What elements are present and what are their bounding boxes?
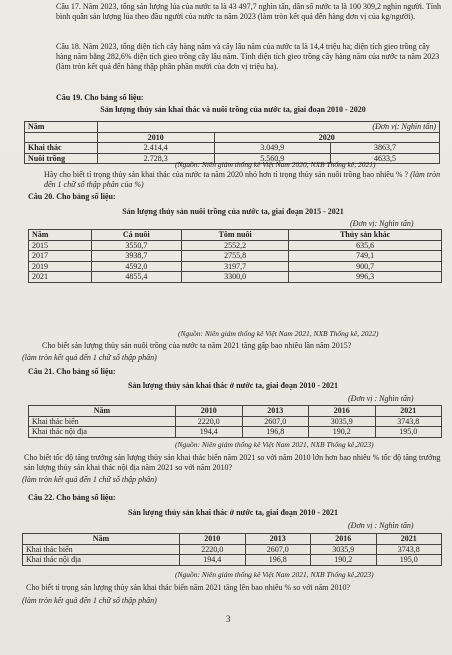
question-22-text: Cho biết tỉ trọng sản lượng thủy sản khai thác biển năm 2021 tăng lên bao nhiêu % so với năm 2010?	[26, 583, 351, 592]
table-21-header: 2013	[242, 406, 309, 417]
question-17: Câu 17. Năm 2023, tổng sản lượng lúa của nước ta là 43 497,7 nghìn tấn, dân số nước ta là 100 309,2 nghìn người. Tính bình quân sản lượng lúa theo đầu người của nước ta năm 2023 (làm tròn kết quả đến hàng đơn vị của kg/người).	[56, 2, 441, 21]
table-22-source: (Nguồn: Niên giám thống kê Việt Nam 2021, NXB Thống kê,2023)	[175, 570, 374, 579]
table-row	[29, 427, 442, 438]
table-20-cell: 635,6	[289, 240, 442, 251]
table-row	[29, 416, 442, 427]
table-22-title: Sản lượng thủy sản khai thác ở nước ta, giai đoạn 2010 - 2021	[127, 508, 339, 517]
table-20-cell: 4592,0	[91, 261, 181, 272]
table-20-cell: 2019	[29, 261, 92, 272]
table-21-header: 2016	[309, 406, 376, 417]
table-20-cell: 2755,8	[182, 251, 289, 262]
table-20-unit: (Đơn vị: Nghìn tấn)	[350, 219, 414, 228]
table-20-header: Tôm nuôi	[182, 230, 289, 241]
table-21-cell: 3743,8	[375, 416, 442, 427]
table-20-source: (Nguồn: Niên giám thống kê Việt Nam 2021, NXB Thống kê, 2022)	[178, 329, 379, 338]
table-22-header: 2016	[311, 534, 377, 545]
table-21-header: 2021	[375, 406, 442, 417]
table-21-cell: Khai thác biển	[29, 416, 176, 427]
table-19-title: Sản lượng thủy sản khai thác và nuôi trồng của nước ta, giai đoạn 2010 - 2020	[100, 105, 366, 114]
table-20	[28, 229, 442, 283]
table-19-row-label: Nuôi trồng	[25, 153, 98, 164]
question-19-note: (làm tròn đến 1 chữ số thập phân của %)	[44, 170, 441, 189]
table-19-unit: (Đơn vị: Nghìn tấn)	[98, 122, 440, 133]
table-19-cell	[25, 132, 98, 143]
table-20-cell: 2015	[29, 240, 92, 251]
table-20-cell: 749,1	[289, 251, 442, 262]
table-22-header: Năm	[23, 534, 180, 545]
table-20-cell: 2552,2	[182, 240, 289, 251]
table-20-header: Năm	[29, 230, 92, 241]
table-22-header: 2010	[180, 534, 246, 545]
table-21-source: (Nguồn: Niên giám thống kê Việt Nam 2021, NXB Thống kê,2023)	[175, 440, 374, 449]
table-22-header: 2013	[245, 534, 311, 545]
table-19-cell: 3863,7	[331, 143, 440, 154]
question-22-note: (làm tròn kết quả đến 1 chữ số thập phân)	[22, 596, 157, 605]
table-19-cell: 2.414,4	[98, 143, 215, 154]
question-19-body: Hãy cho biết tỉ trọng thủy sản khai thác của nước ta năm 2020 nhỏ hơn tỉ trọng thủy sản nuôi trồng bao nhiêu % ?	[44, 170, 409, 179]
table-22-cell: 190,2	[311, 555, 377, 566]
table-21-cell: 190,2	[309, 427, 376, 438]
table-20-cell: 3550,7	[91, 240, 181, 251]
question-20-label: Câu 20. Cho bảng số liệu:	[28, 192, 116, 201]
table-21-header: 2010	[176, 406, 243, 417]
page-number: 3	[226, 614, 231, 624]
table-22-cell: Khai thác nội địa	[23, 555, 180, 566]
table-row	[29, 240, 442, 251]
table-20-header: Cá nuôi	[91, 230, 181, 241]
table-19-cell: 3.049,9	[214, 143, 331, 154]
table-row	[29, 272, 442, 283]
table-21-cell: 2607,0	[242, 416, 309, 427]
table-20-title: Sản lượng thủy sản nuôi trồng của nước ta, giai đoạn 2015 - 2021	[122, 207, 344, 216]
table-20-cell: 900,7	[289, 261, 442, 272]
question-19-text	[44, 170, 444, 190]
table-21-cell: 196,8	[242, 427, 309, 438]
table-21-cell: 194,4	[176, 427, 243, 438]
table-21-unit: (Đơn vị : Nghìn tấn)	[348, 394, 414, 403]
table-19-cell: 5.560,9	[214, 153, 331, 164]
table-19-year-2: 2020	[214, 132, 440, 143]
table-20-cell: 4855,4	[91, 272, 181, 283]
table-21-cell: 195,0	[375, 427, 442, 438]
table-22-unit: (Đơn vị : Nghìn tấn)	[348, 521, 414, 530]
table-22-cell: 2220,0	[180, 544, 246, 555]
table-row	[29, 251, 442, 262]
table-19-source: (Nguồn: Niên giám thống kê Việt Nam 2020, NXB Thống kê, 2021)	[175, 160, 376, 169]
table-21-header: Năm	[29, 406, 176, 417]
table-row	[23, 544, 442, 555]
table-19-cell: 2.728,3	[98, 153, 215, 164]
table-21-title: Sản lượng thủy sản khai thác ở nước ta, giai đoạn 2010 - 2021	[127, 381, 339, 390]
question-21-text: Cho biết tốc độ tăng trưởng sản lượng thủy sản khai thác biển năm 2021 so với năm 2010 lớn hơn bao nhiêu % tốc độ tăng trưởng sản lượng thủy sản khai thác nội địa năm 2021 so với năm 2010?	[24, 453, 441, 472]
table-20-cell: 996,3	[289, 272, 442, 283]
table-22-cell: Khai thác biển	[23, 544, 180, 555]
table-19-year-header: Năm	[25, 122, 98, 133]
table-20-cell: 2021	[29, 272, 92, 283]
question-19-label: Câu 19. Cho bảng số liệu:	[56, 93, 144, 102]
question-18: Câu 18. Năm 2023, tổng diện tích cây hàng năm và cây lâu năm của nước ta là 14,4 triệu ha; diện tích gieo trồng cây hàng năm bằng 282,6% diện tích gieo trồng cây lâu năm. Tính diện tích gieo trồng cây hàng năm của nước ta năm 2023 (làm tròn kết quả đến hàng thập phân phần mười của đơn vị triệu ha).	[56, 42, 440, 71]
table-row	[25, 143, 440, 154]
table-19-cell: 4633,5	[331, 153, 440, 164]
table-21-cell: Khai thác nội địa	[29, 427, 176, 438]
table-22-cell: 3743,8	[376, 544, 442, 555]
table-21-cell: 3035,9	[309, 416, 376, 427]
table-22-cell: 195,0	[376, 555, 442, 566]
table-21-cell: 2220,0	[176, 416, 243, 427]
table-20-cell: 3300,0	[182, 272, 289, 283]
table-19	[24, 121, 440, 164]
question-21-label: Câu 21. Cho bảng số liệu:	[28, 367, 116, 376]
question-20-note: (làm tròn kết quả đến 1 chữ số thập phân)	[22, 353, 157, 362]
table-20-header: Thủy sản khác	[289, 230, 442, 241]
table-19-year-1: 2010	[98, 132, 215, 143]
table-19-row-label: Khai thác	[25, 143, 98, 154]
table-21	[28, 405, 442, 438]
table-row	[29, 261, 442, 272]
table-22-header: 2021	[376, 534, 442, 545]
table-22-cell: 194,4	[180, 555, 246, 566]
table-row	[23, 555, 442, 566]
question-22-label: Câu 22. Cho bảng số liệu:	[28, 493, 116, 502]
table-22-cell: 3035,9	[311, 544, 377, 555]
table-20-cell: 3938,7	[91, 251, 181, 262]
table-22-cell: 196,8	[245, 555, 311, 566]
table-22	[22, 533, 442, 566]
table-20-cell: 2017	[29, 251, 92, 262]
question-21-note: (làm tròn kết quả đến 1 chữ số thập phân)	[22, 475, 157, 484]
question-20-text: Cho biết sản lượng thủy sản nuôi trồng của nước ta năm 2021 tăng gấp bao nhiêu lần năm 2015?	[42, 341, 352, 350]
table-20-cell: 3197,7	[182, 261, 289, 272]
table-22-cell: 2607,0	[245, 544, 311, 555]
